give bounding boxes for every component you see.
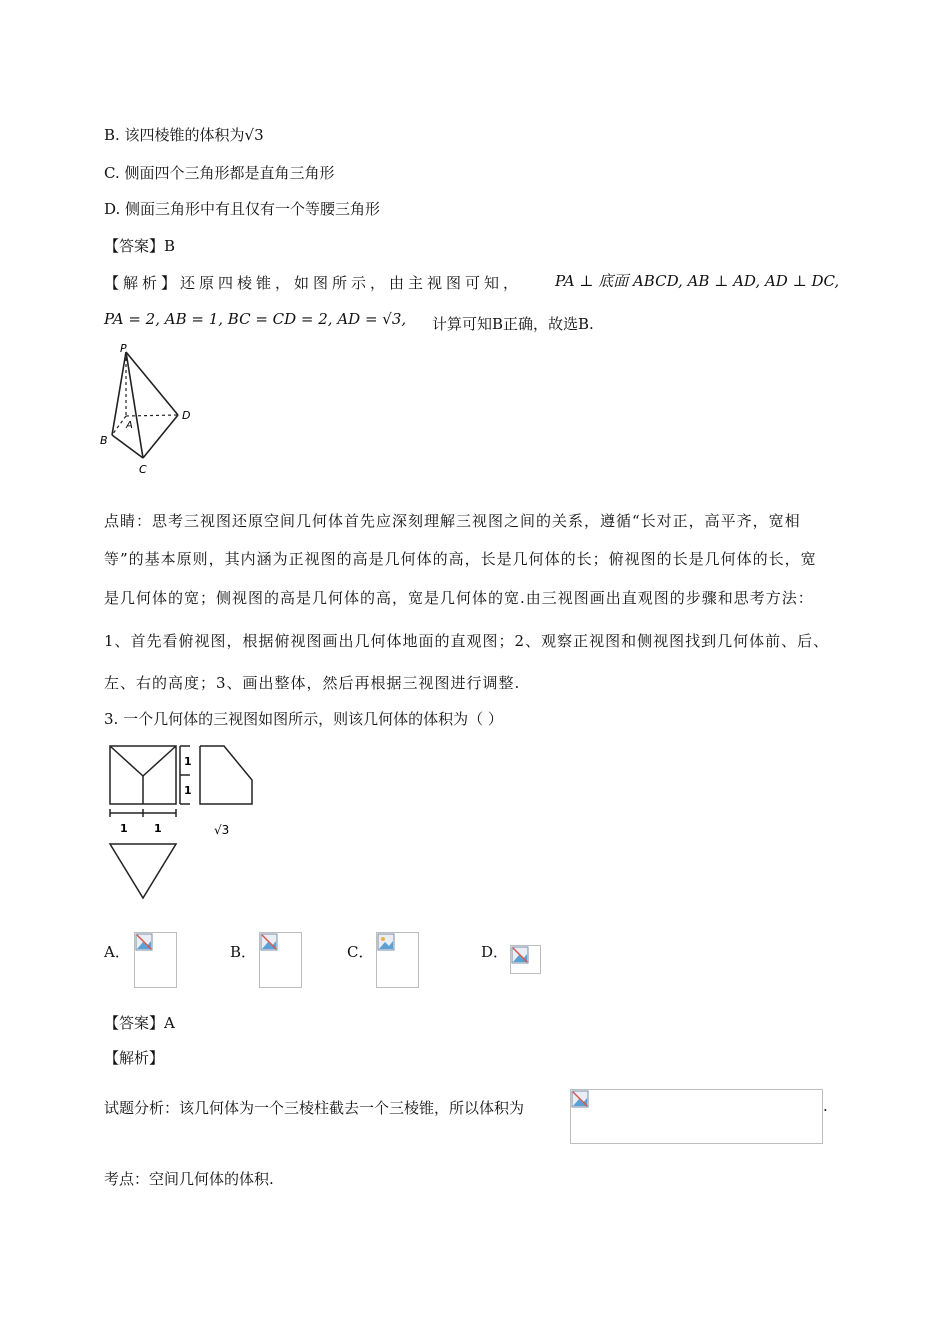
analysis-q2-line2-suffix: 计算可知B正确，故选B. <box>432 315 594 333</box>
option-c-label: C． <box>347 943 374 961</box>
label-c: C <box>139 463 147 476</box>
answer-q3: 【答案】A <box>104 1014 175 1032</box>
comment-line-1: 点睛：思考三视图还原空间几何体首先应深刻理解三视图之间的关系，遵循“长对正，高平齐，宽相 <box>104 512 801 530</box>
broken-image-icon <box>571 1090 589 1108</box>
option-b: B. 该四棱锥的体积为√3 <box>104 126 264 144</box>
analysis-q3-title: 【解析】 <box>104 1049 165 1067</box>
analysis-q3-end: . <box>823 1097 828 1115</box>
pyramid-figure <box>96 340 206 480</box>
comment-line-3: 是几何体的宽；侧视图的高是几何体的高，宽是几何体的宽.由三视图画出直观图的步骤和思考方法： <box>104 589 814 607</box>
bottom-dim-1a: 1 <box>120 822 128 835</box>
comment-line-5: 左、右的高度；3、画出整体，然后再根据三视图进行调整. <box>104 674 521 692</box>
label-a: A <box>126 420 133 431</box>
comment-line-2: 等”的基本原则，其内涵为正视图的高是几何体的高，长是几何体的长；俯视图的长是几何体的长，宽 <box>104 550 817 568</box>
broken-image-icon <box>511 946 529 964</box>
broken-image-icon <box>377 933 395 951</box>
option-b-image <box>259 932 302 988</box>
sqrt3-dim: √3 <box>214 823 230 837</box>
comment-line-4: 1、首先看俯视图，根据俯视图画出几何体地面的直观图；2、观察正视图和侧视图找到几何体前、后、 <box>104 632 830 650</box>
broken-image-icon <box>260 933 278 951</box>
option-d-image <box>510 945 541 974</box>
broken-image-icon <box>135 933 153 951</box>
analysis-q2-line2-math: PA = 2, AB = 1, BC = CD = 2, AD = √3, <box>104 310 407 328</box>
side-dim-1b: 1 <box>184 784 192 797</box>
option-a-label: A． <box>104 943 130 961</box>
option-d: D. 侧面三角形中有且仅有一个等腰三角形 <box>104 200 381 218</box>
label-d: D <box>182 409 191 422</box>
bottom-dim-1b: 1 <box>154 822 162 835</box>
option-c-image <box>376 932 419 988</box>
label-b: B <box>100 434 108 447</box>
keypoint-q3: 考点：空间几何体的体积. <box>104 1170 274 1188</box>
label-p: P <box>120 342 127 355</box>
analysis-q2-line1-math: PA ⊥ 底面 ABCD, AB ⊥ AD, AD ⊥ DC, <box>555 272 840 290</box>
analysis-q3-text: 试题分析：该几何体为一个三棱柱截去一个三棱锥，所以体积为 <box>104 1099 525 1117</box>
question-3-stem: 3. 一个几何体的三视图如图所示，则该几何体的体积为（ ） <box>104 710 503 728</box>
analysis-q3-image <box>570 1089 823 1144</box>
option-b-label: B． <box>230 943 257 961</box>
three-view-figure <box>102 740 262 902</box>
option-c: C. 侧面四个三角形都是直角三角形 <box>104 164 335 182</box>
side-dim-1a: 1 <box>184 755 192 768</box>
option-d-label: D． <box>481 943 509 961</box>
answer-q2: 【答案】B <box>104 237 176 255</box>
option-a-image <box>134 932 177 988</box>
analysis-q2-line1-prefix: 【解析】还原四棱锥，如图所示，由主视图可知， <box>104 274 523 292</box>
